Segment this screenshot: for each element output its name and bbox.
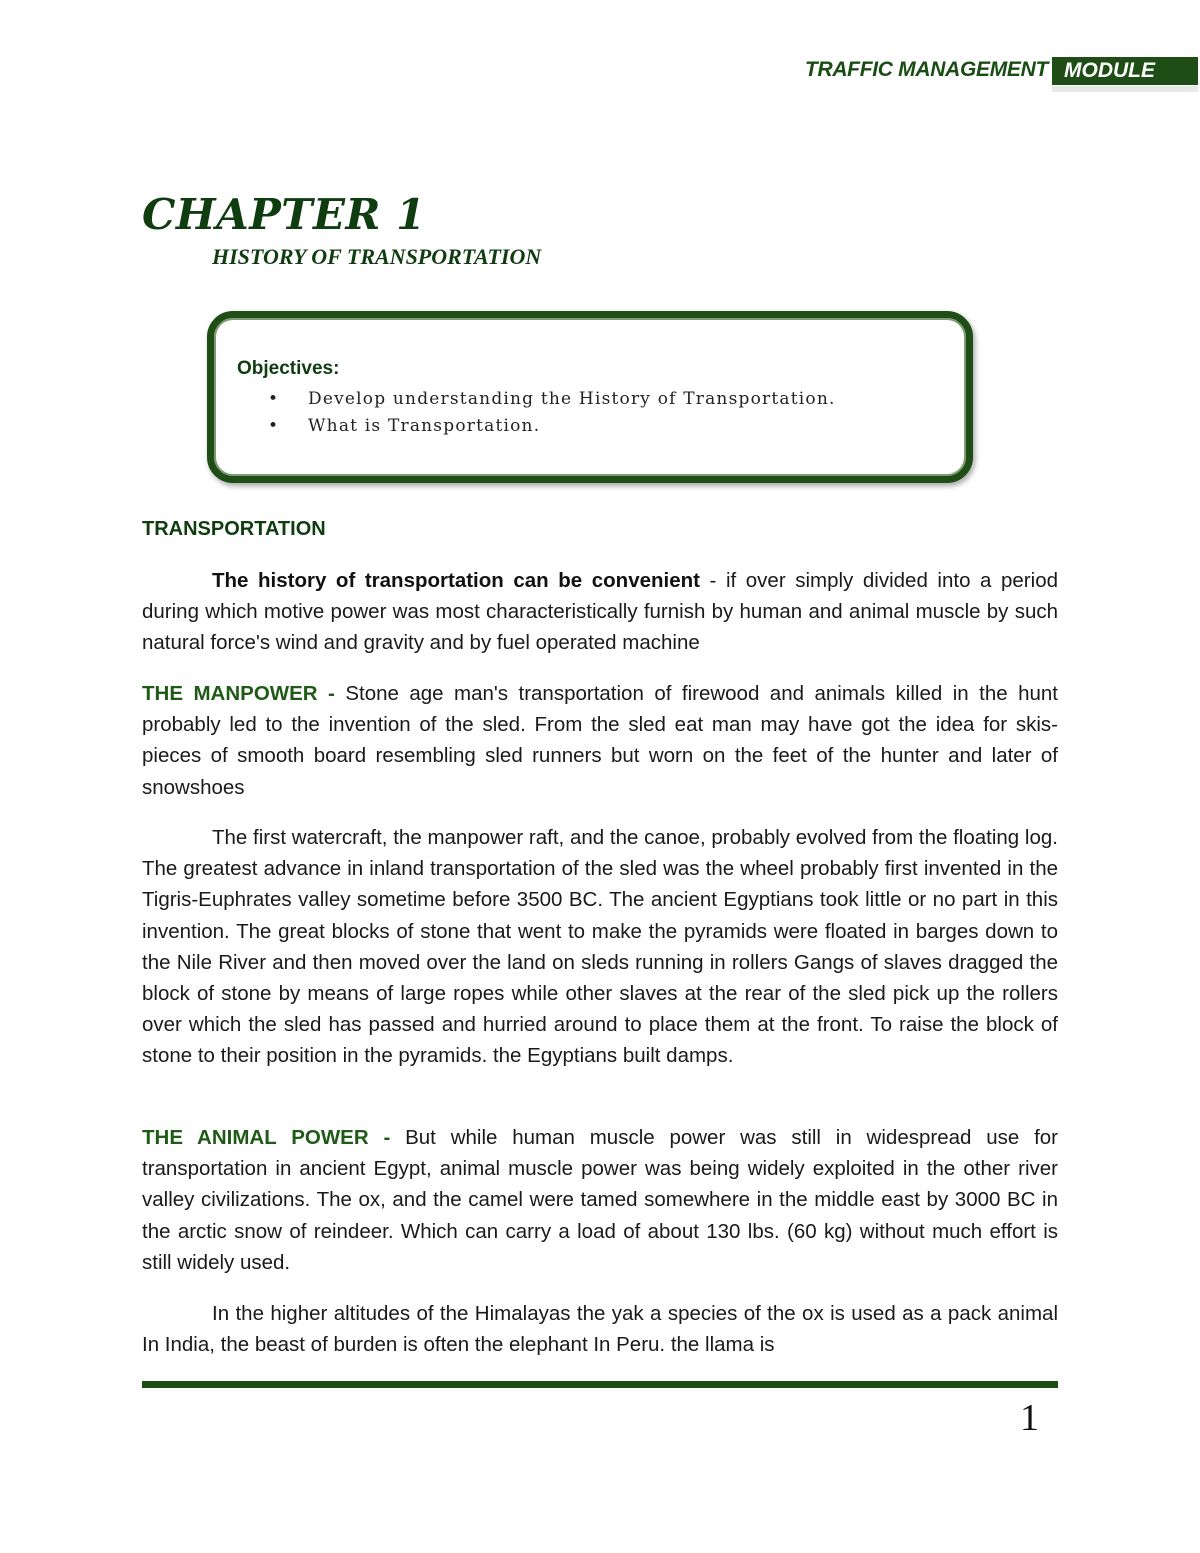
paragraph-manpower: [142, 678, 1058, 803]
chapter-title: CHAPTER 1: [142, 190, 426, 239]
paragraph-intro: [142, 565, 1058, 659]
paragraph-text: Stone age man's transportation of firewood and animals killed in the hunt probably led to the invention of the sled. From the sled eat man may have got the idea for skis-pieces of smooth board resembling sled runners but worn on the feet of the hunter and later of snowshoes: [142, 682, 1058, 799]
objective-text: What is Transportation.: [308, 416, 541, 436]
paragraph-himalayas: [142, 1298, 1058, 1360]
objectives-heading: Objectives:: [237, 358, 340, 379]
paragraph-lead: The history of transportation can be convenient: [212, 569, 700, 592]
objective-item: [268, 413, 836, 440]
paragraph-text: In the higher altitudes of the Himalayas the yak a species of the ox is used as a pack animal In India, the beast of burden is often the elephant In Peru. the llama is: [142, 1302, 1058, 1357]
bullet-icon: •: [268, 416, 280, 436]
section-title: TRANSPORTATION: [142, 518, 326, 540]
paragraph-text: The first watercraft, the manpower raft, and the canoe, probably evolved from the floating log. The greatest advance in inland transportation of the sled was the wheel probably first invented in the Tigris-Euphrates valley sometime before 3500 BC. The ancient Egyptians took little or no part in this invention. The great blocks of stone that went to make the pyramids were floated in barges down to the Nile River and then moved over the land on sleds running in rollers Gangs of slaves dragged the block of stone by means of large ropes while other slaves at the rear of the sled pick up the rollers over which the sled has passed and hurried around to place them at the front. To raise the block of stone to their position in the pyramids. the Egyptians built damps.: [142, 826, 1058, 1068]
paragraph-text: - if over simply divided into a period during which motive power was most characteristically furnish by human and animal muscle by such natural force's wind and gravity and by fuel operated machine: [142, 569, 1058, 655]
objectives-list: [268, 386, 836, 440]
paragraph-lead: THE ANIMAL POWER -: [142, 1126, 391, 1149]
footer-rule: [142, 1381, 1058, 1388]
header-title: TRAFFIC MANAGEMENT: [804, 58, 1048, 81]
header-module-badge: MODULE: [1052, 57, 1198, 85]
header-badge-underline: [1052, 86, 1198, 92]
paragraph-lead: THE MANPOWER -: [142, 682, 335, 705]
bullet-icon: •: [268, 389, 280, 409]
chapter-subtitle: HISTORY OF TRANSPORTATION: [212, 244, 542, 269]
page-number: 1: [1020, 1397, 1039, 1439]
paragraph-animal-power: [142, 1122, 1058, 1278]
paragraph-watercraft: [142, 822, 1058, 1072]
objective-text: Develop understanding the History of Transportation.: [308, 389, 836, 409]
objective-item: [268, 386, 836, 413]
paragraph-text: But while human muscle power was still in widespread use for transportation in ancient Egypt, animal muscle power was being widely exploited in the other river valley civilizations. The ox, and the camel were tamed somewhere in the middle east by 3000 BC in the arctic snow of reindeer. Which can carry a load of about 130 lbs. (60 kg) without much effort is still widely used.: [142, 1126, 1058, 1274]
